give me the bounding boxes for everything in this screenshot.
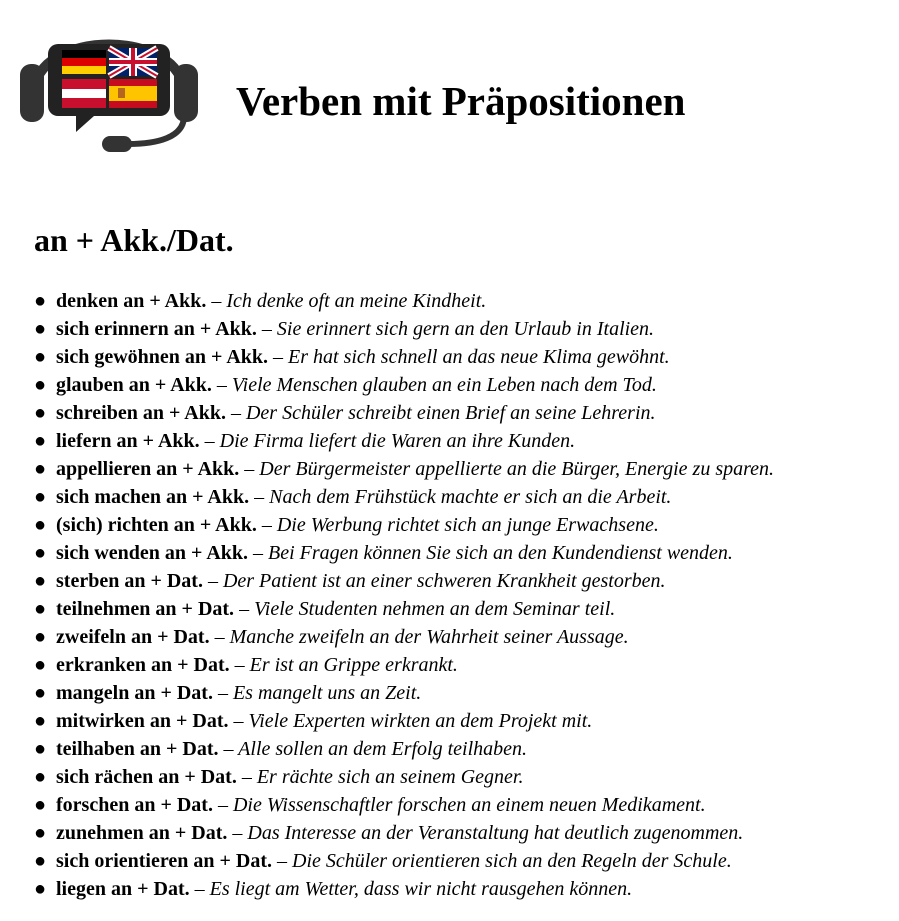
verb-phrase: zunehmen an + Dat. bbox=[56, 822, 228, 844]
bullet-icon: ● bbox=[34, 486, 47, 508]
list-item bbox=[34, 511, 899, 539]
example-sentence: Sie erinnert sich gern an den Urlaub in Italien. bbox=[276, 318, 655, 340]
example-sentence: Nach dem Frühstück machte er sich an die Arbeit. bbox=[269, 486, 672, 508]
verb-phrase: mitwirken an + Dat. bbox=[56, 710, 229, 732]
bullet-icon: ● bbox=[34, 822, 47, 844]
list-item bbox=[34, 875, 899, 903]
example-sentence: Der Patient ist an einer schweren Krankheit gestorben. bbox=[222, 570, 666, 592]
separator-dash: – bbox=[239, 458, 260, 480]
separator-dash: – bbox=[189, 878, 210, 900]
separator-dash: – bbox=[268, 346, 289, 368]
verb-phrase: schreiben an + Akk. bbox=[56, 402, 226, 424]
verb-phrase: sich gewöhnen an + Akk. bbox=[56, 346, 269, 368]
verb-phrase: liefern an + Akk. bbox=[56, 430, 200, 452]
verb-phrase: (sich) richten an + Akk. bbox=[56, 514, 257, 536]
bullet-icon: ● bbox=[34, 430, 47, 452]
section-heading: an + Akk./Dat. bbox=[34, 222, 234, 258]
list-item bbox=[34, 399, 899, 427]
list-item bbox=[34, 595, 899, 623]
list-item bbox=[34, 679, 899, 707]
separator-dash: – bbox=[212, 682, 233, 704]
list-item bbox=[34, 315, 899, 343]
separator-dash: – bbox=[248, 542, 269, 564]
page-title: Verben mit Präpositionen bbox=[236, 78, 686, 124]
example-sentence: Der Schüler schreibt einen Brief an seine Lehrerin. bbox=[245, 402, 656, 424]
separator-dash: – bbox=[256, 318, 277, 340]
list-item bbox=[34, 371, 899, 399]
list-item bbox=[34, 343, 899, 371]
bullet-icon: ● bbox=[34, 542, 47, 564]
bullet-icon: ● bbox=[34, 290, 47, 312]
example-sentence: Er ist an Grippe erkrankt. bbox=[249, 654, 458, 676]
separator-dash: – bbox=[218, 738, 239, 760]
separator-dash: – bbox=[209, 626, 230, 648]
bullet-icon: ● bbox=[34, 346, 47, 368]
list-item bbox=[34, 763, 899, 791]
separator-dash: – bbox=[228, 710, 249, 732]
example-sentence: Viele Menschen glauben an ein Leben nach dem Tod. bbox=[231, 374, 657, 396]
list-item bbox=[34, 287, 899, 315]
bullet-icon: ● bbox=[34, 598, 47, 620]
list-item bbox=[34, 623, 899, 651]
list-item bbox=[34, 651, 899, 679]
verb-phrase: appellieren an + Akk. bbox=[56, 458, 240, 480]
bullet-icon: ● bbox=[34, 458, 47, 480]
example-sentence: Er hat sich schnell an das neue Klima gewöhnt. bbox=[288, 346, 670, 368]
separator-dash: – bbox=[225, 402, 246, 424]
list-item bbox=[34, 483, 899, 511]
separator-dash: – bbox=[256, 514, 277, 536]
separator-dash: – bbox=[236, 766, 257, 788]
bullet-icon: ● bbox=[34, 654, 47, 676]
list-item bbox=[34, 567, 899, 595]
separator-dash: – bbox=[211, 374, 232, 396]
list-item bbox=[34, 455, 899, 483]
verb-phrase: glauben an + Akk. bbox=[56, 374, 212, 396]
example-sentence: Bei Fragen können Sie sich an den Kundendienst wenden. bbox=[268, 542, 733, 564]
bullet-icon: ● bbox=[34, 878, 47, 900]
example-sentence: Die Firma liefert die Waren an ihre Kunden. bbox=[219, 430, 576, 452]
separator-dash: – bbox=[234, 598, 255, 620]
verb-phrase: sich orientieren an + Dat. bbox=[56, 850, 273, 872]
list-item bbox=[34, 847, 899, 875]
example-sentence: Die Schüler orientieren sich an den Regeln der Schule. bbox=[292, 850, 732, 872]
list-item bbox=[34, 539, 899, 567]
list-item bbox=[34, 735, 899, 763]
separator-dash: – bbox=[229, 654, 250, 676]
separator-dash: – bbox=[212, 794, 233, 816]
separator-dash: – bbox=[202, 570, 223, 592]
list-item bbox=[34, 707, 899, 735]
verb-phrase: teilnehmen an + Dat. bbox=[56, 598, 235, 620]
list-item bbox=[34, 427, 899, 455]
verb-phrase: forschen an + Dat. bbox=[56, 794, 213, 816]
example-sentence: Die Werbung richtet sich an junge Erwachsene. bbox=[276, 514, 659, 536]
verb-phrase: sich machen an + Akk. bbox=[56, 486, 250, 508]
verb-phrase: mangeln an + Dat. bbox=[56, 682, 213, 704]
verb-phrase: liegen an + Dat. bbox=[56, 878, 190, 900]
example-sentence: Die Wissenschaftler forschen an einem neuen Medikament. bbox=[232, 794, 706, 816]
bullet-icon: ● bbox=[34, 682, 47, 704]
bullet-icon: ● bbox=[34, 402, 47, 424]
example-sentence: Manche zweifeln an der Wahrheit seiner Aussage. bbox=[229, 626, 629, 648]
bullet-icon: ● bbox=[34, 514, 47, 536]
verb-phrase: teilhaben an + Dat. bbox=[56, 738, 219, 760]
bullet-icon: ● bbox=[34, 710, 47, 732]
example-sentence: Das Interesse an der Veranstaltung hat deutlich zugenommen. bbox=[247, 822, 744, 844]
separator-dash: – bbox=[199, 430, 220, 452]
list-item bbox=[34, 819, 899, 847]
example-sentence: Er rächte sich an seinem Gegner. bbox=[256, 766, 524, 788]
bullet-icon: ● bbox=[34, 570, 47, 592]
example-sentence: Viele Experten wirkten an dem Projekt mit. bbox=[248, 710, 593, 732]
bullet-icon: ● bbox=[34, 766, 47, 788]
bullet-icon: ● bbox=[34, 318, 47, 340]
verb-list bbox=[0, 287, 899, 903]
verb-phrase: sterben an + Dat. bbox=[56, 570, 203, 592]
example-sentence: Alle sollen an dem Erfolg teilhaben. bbox=[238, 738, 528, 760]
verb-phrase: erkranken an + Dat. bbox=[56, 654, 230, 676]
example-sentence: Es liegt am Wetter, dass wir nicht rausgehen können. bbox=[209, 878, 633, 900]
list-item bbox=[34, 791, 899, 819]
verb-phrase: sich rächen an + Dat. bbox=[56, 766, 237, 788]
separator-dash: – bbox=[227, 822, 248, 844]
bullet-icon: ● bbox=[34, 626, 47, 648]
example-sentence: Viele Studenten nehmen an dem Seminar teil. bbox=[254, 598, 616, 620]
bullet-icon: ● bbox=[34, 794, 47, 816]
example-sentence: Es mangelt uns an Zeit. bbox=[232, 682, 422, 704]
verb-phrase: sich erinnern an + Akk. bbox=[56, 318, 257, 340]
example-sentence: Ich denke oft an meine Kindheit. bbox=[226, 290, 487, 312]
verb-phrase: sich wenden an + Akk. bbox=[56, 542, 249, 564]
verb-phrase: zweifeln an + Dat. bbox=[56, 626, 210, 648]
logo-headset-flags-icon bbox=[16, 8, 202, 168]
separator-dash: – bbox=[272, 850, 293, 872]
bullet-icon: ● bbox=[34, 850, 47, 872]
bullet-icon: ● bbox=[34, 374, 47, 396]
separator-dash: – bbox=[249, 486, 270, 508]
separator-dash: – bbox=[206, 290, 227, 312]
bullet-icon: ● bbox=[34, 738, 47, 760]
example-sentence: Der Bürgermeister appellierte an die Bürger, Energie zu sparen. bbox=[259, 458, 775, 480]
verb-phrase: denken an + Akk. bbox=[56, 290, 207, 312]
